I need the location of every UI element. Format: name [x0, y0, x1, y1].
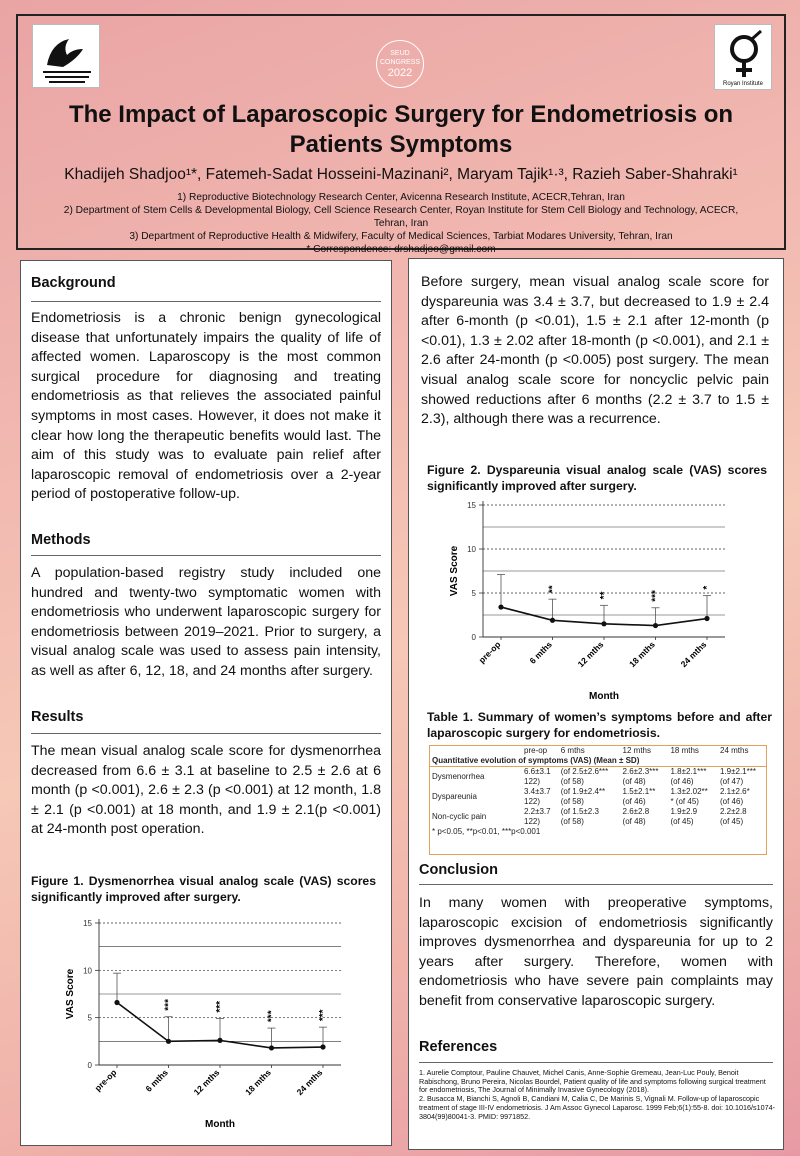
data-point: [114, 1000, 119, 1005]
background-heading: Background: [31, 275, 116, 291]
background-text: Endometriosis is a chronic benign gynecological disease that unfortunately impairs the quality of life of affected women. Laparoscopy is the most common surgical procedure for diagnosing and treating endometriosis as that relieves the associated painful symptoms in most cases. However, it does not make it clear how long the therapeutic benefits would last. The aim of this study was to evaluate pain relief after laparoscopic removal of endometriosis over a 2-year period of postoperative follow-up.: [31, 310, 381, 503]
table-row-label: Dyspareunia: [432, 792, 477, 801]
table-cell: (of 2.5±2.6***: [560, 767, 609, 776]
table-row-label: Non-cyclic pain: [432, 812, 487, 821]
x-tick-label: 18 mths: [243, 1067, 273, 1098]
results-text-continued: Before surgery, mean visual analog scale score for dyspareunia was 3.4 ± 3.7, but decreased to 1.9 ± 2.4 after 6-month (p <0.01), 1.5 ± 2.1 after 12-month (p <0.01), 1.3 ± 2.02 after 18-month (p <0.001), and 2.1 ± 2.6 after 24-month (p <0.005) post surgery. The mean visual analog scale score for noncyclic pelvic pain showed reductions after 6 months (2.2 ± 3.7 to 1.5 ± 2.3), although there was a recurrence.: [421, 274, 769, 428]
table-cell: 1.3±2.02**: [670, 787, 708, 796]
data-point: [704, 616, 709, 621]
methods-text: A population-based registry study included one hundred and twenty-two symptomatic women with endometriosis who underwent laparoscopic surgery for endometriosis between 2019–2021. Prior to surgery, a visual analog scale was used to assess pain intensity, as well as after 6, 12, 18, and 24 months after surgery.: [31, 565, 381, 679]
significance-label: *: [702, 585, 713, 590]
dyspareunia-vas-chart: [445, 493, 735, 703]
table-cell-n: * (of 45): [670, 797, 699, 806]
significance-label: ***: [266, 1010, 278, 1023]
avicenna-logo: [32, 24, 100, 88]
x-tick-label: 12 mths: [575, 639, 606, 670]
seud-congress-logo: [376, 40, 424, 88]
data-point: [320, 1044, 325, 1049]
table-cell: 2.2±2.8: [720, 807, 747, 816]
x-tick-label: 6 mths: [527, 639, 554, 666]
table-row: [430, 787, 766, 807]
x-tick-label: 18 mths: [627, 639, 657, 670]
table-col-header: 24 mths: [720, 746, 749, 755]
affiliations: [58, 191, 744, 256]
table-cell: 2.1±2.6*: [720, 787, 750, 796]
table-cell-n: (of 48): [622, 817, 646, 826]
table-cell: 3.4±3.7: [524, 787, 551, 796]
x-tick-label: 6 mths: [143, 1067, 170, 1094]
avicenna-logo-mark-icon: [33, 25, 101, 89]
poster-header: [16, 14, 786, 255]
table-cell: 1.9±2.1***: [720, 767, 756, 776]
table-cell-n: 122): [524, 817, 541, 826]
data-point: [498, 604, 503, 609]
table-cell: 1.8±2.1***: [670, 767, 707, 776]
reference-item: 1. Aurelie Comptour, Pauline Chauvet, Michel Canis, Anne-Sophie Gremeau, Jean-Luc Pouly, Benoit Rabischong, Bruno Pereira, Nicolas Bourdel, Patient quality of life and symptoms following surgical treatment for endometriosis, The Journal of Minimally Invasive Gynecology (2018).: [419, 1068, 766, 1095]
references-heading: References: [419, 1039, 498, 1055]
significance-label: **: [599, 591, 610, 600]
table-header-row: [430, 746, 766, 756]
y-tick-label: 10: [83, 966, 92, 976]
affiliation-2: 2) Department of Stem Cells & Developmental Biology, Cell Science Research Center, Royan Institute for Stem Cell Biology and Technology, ACECR, Tehran, Iran: [63, 205, 739, 229]
results-heading: Results: [31, 709, 84, 725]
y-tick-label: 5: [471, 589, 476, 598]
y-tick-label: 0: [471, 633, 476, 642]
congress-line2: CONGRESS: [379, 59, 421, 66]
conclusion-text: In many women with preoperative symptoms, laparoscopic excision of endometriosis significantly improves dysmenorrhea and dyspareunia for up to 2 years after surgery. Therefore, women with endometriosis who have severe pain complaints may benefit from conservative laparoscopic surgery.: [419, 895, 773, 1009]
table-cell-n: (of 46): [720, 797, 744, 806]
data-point: [601, 621, 606, 626]
title-line1: The Impact of Laparoscopic Surgery for Endometriosis on: [68, 101, 734, 128]
y-tick-label: 15: [83, 919, 92, 928]
figure1-caption: Figure 1. Dysmenorrhea visual analog scale (VAS) scores significantly improved after surgery.: [31, 874, 376, 904]
conclusion-heading: Conclusion: [419, 862, 498, 878]
table1-grid: [430, 746, 766, 837]
affiliation-3: 3) Department of Reproductive Health & Midwifery, Faculty of Medical Sciences, Tarbiat Modares University, Tehran, Iran: [129, 231, 673, 242]
table-cell-n: (of 47): [720, 777, 744, 786]
title-line2: Patients Symptoms: [289, 131, 513, 158]
results-rule: [31, 733, 381, 734]
significance-label: ***: [650, 590, 662, 602]
results-text: The mean visual analog scale score for dysmenorrhea decreased from 6.6 ± 3.1 at baseline to 2.5 ± 2.6 at 6 month (p <0.001), 2.6 ± 2.3 (p <0.001) at 12 month, 1.8 ± 2.1 (p <0.001) at 18 month, and 1.9 ± 2.1(p <0.001) at 24-month post operation.: [31, 743, 381, 838]
references-rule: [419, 1062, 773, 1063]
x-tick-label: pre-op: [92, 1067, 119, 1094]
y-tick-label: 15: [467, 501, 476, 510]
right-column-panel: [408, 258, 784, 1150]
reference-item: 2. Busacca M, Bianchi S, Agnoli B, Candiani M, Calia C, De Marinis S, Vignali M. Follow-up of laparoscopic treatment of stage III-IV endometriosis. J Am Assoc Gynecol Laparosc. 1999 Feb;6(1):55-8. doi: 10.1016/s1074-3804(99)80041-3. PMID: 9971852.: [419, 1094, 775, 1121]
female-symbol-icon: [715, 25, 773, 83]
y-tick-label: 0: [87, 1061, 92, 1070]
table-corner-cell: [430, 746, 522, 756]
data-point: [217, 1038, 222, 1043]
significance-label: ***: [318, 1009, 329, 1022]
figure2-caption: Figure 2. Dyspareunia visual analog scale (VAS) scores significantly improved after surgery.: [427, 463, 767, 493]
table-cell-n: (of 58): [560, 817, 584, 826]
table1-caption: Table 1. Summary of women’s symptoms before and after laparoscopic surgery for endometriosis.: [427, 710, 772, 740]
table-cell-n: (of 45): [670, 817, 694, 826]
table-cell: 1.5±2.1**: [622, 787, 656, 796]
table-cell: 2.2±3.7: [524, 807, 551, 816]
x-axis-label: Month: [205, 1119, 235, 1130]
table-cell-n: (of 46): [622, 797, 646, 806]
left-column-panel: [20, 260, 392, 1146]
congress-year: 2022: [387, 67, 413, 79]
x-tick-label: 24 mths: [678, 639, 709, 670]
table-footnote: * p<0.05, **p<0.01, ***p<0.001: [432, 827, 541, 836]
table-cell: 6.6±3.1: [524, 767, 551, 776]
table-cell-n: (of 45): [720, 817, 744, 826]
references-list: [419, 1069, 775, 1121]
table-cell: (of 1.5±2.3: [560, 807, 599, 816]
y-tick-label: 10: [467, 545, 476, 554]
x-axis-label: Month: [589, 691, 619, 702]
table1: [429, 745, 767, 855]
table-cell-n: 122): [524, 797, 541, 806]
x-tick-label: pre-op: [476, 639, 503, 666]
data-point: [653, 623, 658, 628]
table-cell: 2.6±2.8: [622, 807, 650, 816]
correspondence: * Correspondence: drshadjoo@gmail.com: [306, 244, 496, 255]
table-cell-n: (of 46): [670, 777, 694, 786]
table-cell: 2.6±2.3***: [622, 767, 659, 776]
y-tick-label: 5: [87, 1013, 92, 1023]
table-cell: 1.9±2.9: [670, 807, 698, 816]
methods-heading: Methods: [31, 532, 91, 548]
significance-label: ***: [215, 1000, 226, 1013]
table-row-label: Dysmenorrhea: [432, 772, 485, 781]
table-subheader: Quantitative evolution of symptoms (VAS) (Mean ± SD): [430, 756, 766, 767]
authors: Khadijeh Shadjoo¹*, Fatemeh-Sadat Hosseini-Mazinani², Maryam Tajik¹·³, Razieh Saber-Shahraki¹: [64, 166, 738, 183]
x-tick-label: 24 mths: [294, 1067, 325, 1098]
x-tick-label: 12 mths: [191, 1067, 222, 1098]
table-subheader-row: [430, 756, 766, 767]
table-footnote-row: [430, 827, 766, 837]
table-cell-n: (of 58): [560, 777, 584, 786]
royan-logo: [714, 24, 772, 90]
table-row: [430, 807, 766, 827]
dysmenorrhea-vas-chart: [61, 911, 351, 1131]
methods-rule: [31, 555, 381, 556]
table-col-header: pre-op: [524, 746, 548, 755]
table-col-header: 12 mths: [622, 746, 651, 755]
table-cell-n: (of 48): [622, 777, 646, 786]
significance-label: **: [547, 585, 559, 594]
data-point: [166, 1039, 171, 1044]
y-axis-label: VAS Score: [65, 968, 76, 1020]
background-rule: [31, 301, 381, 302]
table-row: [430, 767, 766, 788]
significance-label: ***: [163, 999, 175, 1011]
table-col-header: 18 mths: [670, 746, 699, 755]
data-point: [269, 1045, 274, 1050]
table-cell-n: (of 58): [560, 797, 584, 806]
table-cell: (of 1.9±2.4**: [560, 787, 606, 796]
royan-logo-label: Royan Institute: [722, 81, 764, 87]
data-point: [550, 618, 555, 623]
affiliation-1: 1) Reproductive Biotechnology Research Center, Avicenna Research Institute, ACECR,Tehran, Iran: [177, 192, 625, 203]
table-cell-n: 122): [524, 777, 541, 786]
poster-title: [18, 100, 784, 160]
y-axis-label: VAS Score: [449, 545, 460, 597]
conclusion-rule: [419, 884, 773, 885]
congress-line1: SEUD: [390, 50, 410, 57]
table-col-header: 6 mths: [560, 746, 585, 755]
